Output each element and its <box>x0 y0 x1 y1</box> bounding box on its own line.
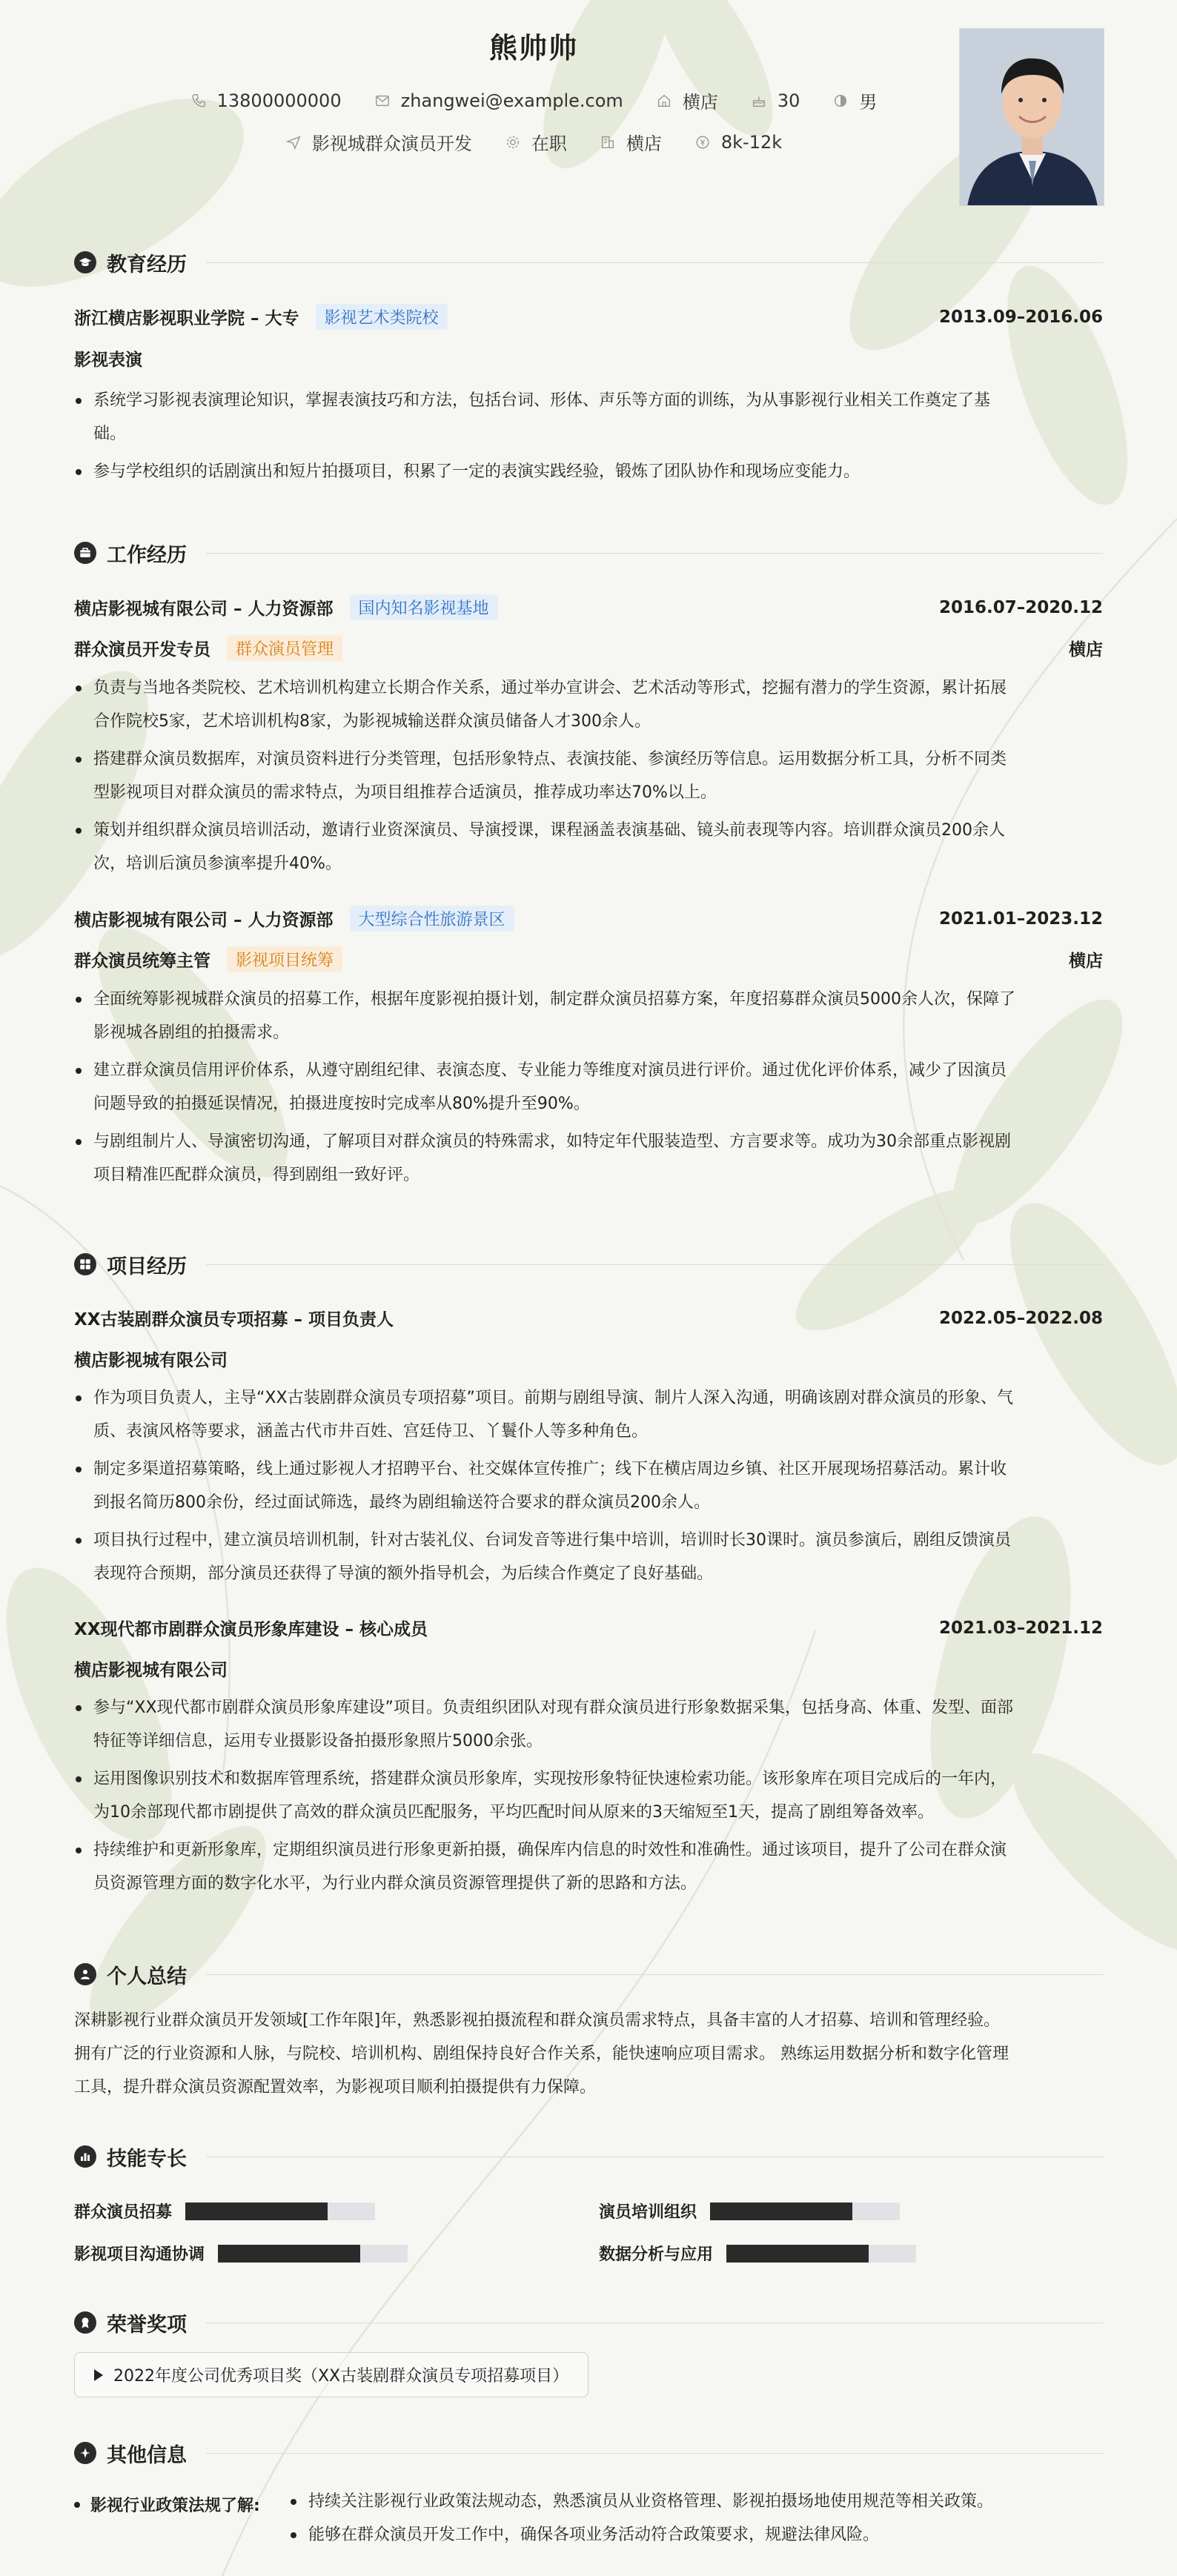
skill-item <box>74 2200 599 2223</box>
skill-name: 群众演员招募 <box>74 2203 173 2222</box>
project-org-row <box>74 1347 1103 1371</box>
job-target-text: 影视城群众演员开发 <box>311 133 472 154</box>
company-name: 横店影视城有限公司 – 人力资源部 <box>74 911 334 930</box>
section-divider <box>206 1974 1103 1975</box>
other-label: 影视行业政策法规了解: <box>90 2497 260 2515</box>
gender-item <box>832 87 877 113</box>
education-title: 教育经历 <box>107 253 187 276</box>
job-bullets <box>74 671 1103 880</box>
list-item: 运用图像识别技术和数据库管理系统，搭建群众演员形象库，实现按形象特征快速检索功能。该形象库在项目完成后的一年内， 为10余部现代都市剧提供了高效的群众演员匹配服务，平均匹配时间从原来的3天缩短至1天，提高了剧组筹备效率。 <box>74 1762 1103 1829</box>
education-section <box>74 248 1103 488</box>
skill-level-bar <box>710 2202 900 2220</box>
project-date: 2022.05–2022.08 <box>938 1308 1103 1328</box>
profile-photo <box>959 28 1104 206</box>
money-icon <box>694 134 711 150</box>
awards-title: 荣誉奖项 <box>107 2313 187 2337</box>
location-item <box>656 87 718 113</box>
award-text: 2022年度公司优秀项目奖（XX古装剧群众演员专项招募项目） <box>113 2367 569 2386</box>
skill-name: 演员培训组织 <box>599 2203 697 2222</box>
section-divider <box>206 1264 1103 1265</box>
skills-section <box>74 2142 1103 2265</box>
project-org: 横店影视城有限公司 <box>74 1661 228 1680</box>
list-item: 参与学校组织的话剧演出和短片拍摄项目，积累了一定的表演实践经验，锻炼了团队协作和现场应变能力。 <box>74 455 1103 488</box>
age-text: 30 <box>777 90 800 111</box>
list-item: 建立群众演员信用评价体系，从遵守剧组纪律、表演态度、专业能力等维度对演员进行评价。通过优化评价体系，减少了因演员 问题导致的拍摄延误情况，拍摄进度按时完成率从80%提升至90%。 <box>74 1054 1103 1121</box>
summary-section <box>74 1959 1103 2104</box>
salary-item <box>694 129 782 155</box>
award-item[interactable] <box>74 2352 588 2397</box>
job-date: 2021.01–2023.12 <box>938 909 1103 929</box>
grid-icon <box>74 1253 96 1275</box>
skill-level-bar <box>218 2245 408 2263</box>
list-item: 负责与当地各类院校、艺术培训机构建立长期合作关系，通过举办宣讲会、艺术活动等形式，挖掘有潜力的学生资源，累计拓展 合作院校5家，艺术培训机构8家，为影视城输送群众演员储备人才300余人。 <box>74 671 1103 738</box>
work-section <box>74 538 1103 1192</box>
section-divider <box>206 2453 1103 2454</box>
bullet-dot <box>74 2502 80 2508</box>
awards-section <box>74 2308 1103 2397</box>
target-city-text: 横店 <box>626 133 662 154</box>
job-location: 横店 <box>1069 640 1103 660</box>
work-header <box>74 538 1103 568</box>
target-city-item <box>600 129 662 155</box>
section-divider <box>206 262 1103 263</box>
list-item: 策划并组织群众演员培训活动，邀请行业资深演员、导演授课，课程涵盖表演基础、镜头前表现等内容。培训群众演员200余人 次，培训后演员参演率提升40%。 <box>74 814 1103 880</box>
award-icon <box>74 2311 96 2334</box>
list-item: 全面统筹影视城群众演员的招募工作，根据年度影视拍摄计划，制定群众演员招募方案，年度招募群众演员5000余人次，保障了 影视城各剧组的拍摄需求。 <box>74 983 1103 1049</box>
building-icon <box>600 134 616 150</box>
job-entry-header <box>74 906 1103 932</box>
list-item: 作为项目负责人，主导“XX古装剧群众演员专项招募”项目。前期与剧组导演、制片人深入沟通，明确该剧对群众演员的形象、气 质、表演风格等要求，涵盖古代市井百姓、宫廷侍卫、丫鬟仆人等多种角色。 <box>74 1381 1103 1448</box>
list-item: 项目执行过程中，建立演员培训机制，针对古装礼仪、台词发音等进行集中培训，培训时长30课时。演员参演后，剧组反馈演员 表现符合预期，部分演员还获得了导演的额外指导机会，为后续合作奠定了良好基础。 <box>74 1524 1103 1590</box>
list-item: 搭建群众演员数据库，对演员资料进行分类管理，包括形象特点、表演技能、参演经历等信息。运用数据分析工具，分析不同类 型影视项目对群众演员的需求特点，为项目组推荐合适演员，推荐成功率达70%以上。 <box>74 743 1103 809</box>
project-name: XX古装剧群众演员专项招募 – 项目负责人 <box>74 1310 394 1330</box>
job-location: 横店 <box>1069 952 1103 971</box>
other-bullets <box>289 2485 1103 2552</box>
section-divider <box>206 553 1103 554</box>
email-address[interactable]: zhangwei@example.com <box>400 90 623 111</box>
list-item: 持续维护和更新形象库，定期组织演员进行形象更新拍摄，确保库内信息的时效性和准确性。通过该项目，提升了公司在群众演 员资源管理方面的数字化水平，为行业内群众演员资源管理提供了新的思路和方法。 <box>74 1833 1103 1900</box>
project-bullets <box>74 1691 1103 1900</box>
work-title: 工作经历 <box>107 543 187 567</box>
skill-name: 影视项目沟通协调 <box>74 2245 205 2264</box>
list-item: 制定多渠道招募策略，线上通过影视人才招聘平台、社交媒体宣传推广；线下在横店周边乡镇、社区开展现场招募活动。累计收 到报名简历800余份，经过面试筛选，最终为剧组输送符合要求的群众演员200余人。 <box>74 1453 1103 1519</box>
job-role: 群众演员开发专员 <box>74 640 210 660</box>
skill-item <box>599 2200 1103 2223</box>
job-bullets <box>74 983 1103 1192</box>
education-entry-header <box>74 304 1103 330</box>
other-title: 其他信息 <box>107 2443 187 2467</box>
bar-chart-icon <box>74 2145 96 2168</box>
user-icon <box>74 1963 96 1985</box>
summary-header <box>74 1959 1103 1989</box>
school-tag: 影视艺术类院校 <box>316 304 448 330</box>
age-item <box>751 87 800 113</box>
project-org: 横店影视城有限公司 <box>74 1351 228 1370</box>
skills-grid <box>74 2200 1103 2265</box>
projects-section <box>74 1249 1103 1900</box>
home-icon <box>656 93 672 109</box>
job-intent-row <box>0 129 1067 155</box>
role-tag: 群众演员管理 <box>227 635 342 661</box>
skills-header <box>74 2142 1103 2171</box>
gender-icon <box>832 93 849 109</box>
other-content <box>74 2493 1103 2567</box>
list-item: 参与“XX现代都市剧群众演员形象库建设”项目。负责组织团队对现有群众演员进行形象数据采集，包括身高、体重、发型、面部 特征等详细信息，运用专业摄影设备拍摄形象照片5000余张。 <box>74 1691 1103 1758</box>
candidate-name: 熊帅帅 <box>488 32 578 64</box>
company-name: 横店影视城有限公司 – 人力资源部 <box>74 600 334 619</box>
other-header <box>74 2438 1103 2468</box>
send-icon <box>285 134 302 150</box>
education-bullets <box>74 384 1103 488</box>
cake-icon <box>751 93 767 109</box>
phone-item <box>190 87 342 113</box>
company-tag: 国内知名影视基地 <box>350 594 498 620</box>
project-date: 2021.03–2021.12 <box>938 1618 1103 1638</box>
role-tag: 影视项目统筹 <box>227 946 342 972</box>
list-item: 能够在群众演员开发工作中，确保各项业务活动符合政策要求，规避法律风险。 <box>289 2518 1103 2552</box>
project-entry-header <box>74 1306 1103 1330</box>
mail-icon <box>374 93 391 109</box>
graduation-cap-icon <box>74 251 96 273</box>
briefcase-icon <box>74 542 96 564</box>
summary-text: 深耕影视行业群众演员开发领域[工作年限]年，熟悉影视拍摄流程和群众演员需求特点，具备丰富的人才招募、培训和管理经验。 拥有广泛的行业资源和人脉，与院校、培训机构、剧组保持良好合作关系，能快速响应项目需求。 熟练运用数据分析和数字化管理 工具，提升群众演员资源配置效率，为影视项目顺利拍摄提供有力保障。 <box>74 2011 1009 2097</box>
skill-level-bar <box>726 2245 916 2263</box>
education-major-row <box>74 346 1103 371</box>
job-role-row <box>74 946 1103 972</box>
project-bullets <box>74 1381 1103 1590</box>
skill-item <box>74 2242 599 2265</box>
school-name: 浙江横店影视职业学院 – 大专 <box>74 309 299 328</box>
company-tag: 大型综合性旅游景区 <box>350 906 514 932</box>
awards-header <box>74 2308 1103 2337</box>
email-item <box>374 87 623 113</box>
skills-title: 技能专长 <box>107 2147 187 2171</box>
project-org-row <box>74 1656 1103 1681</box>
gear-icon <box>505 134 521 150</box>
location-text: 横店 <box>682 92 718 113</box>
job-date: 2016.07–2020.12 <box>938 597 1103 617</box>
education-header <box>74 248 1103 277</box>
education-date: 2013.09–2016.06 <box>938 307 1103 327</box>
play-triangle-icon <box>94 2369 103 2381</box>
gender-text: 男 <box>859 92 878 113</box>
contact-info-row <box>0 87 1067 113</box>
salary-text: 8k-12k <box>720 131 783 153</box>
phone-number[interactable]: 13800000000 <box>216 90 342 111</box>
compass-icon <box>74 2442 96 2464</box>
job-entry-header <box>74 594 1103 620</box>
list-item: 与剧组制片人、导演密切沟通，了解项目对群众演员的特殊需求，如特定年代服装造型、方言要求等。成功为30余部重点影视剧 项目精准匹配群众演员，得到剧组一致好评。 <box>74 1125 1103 1192</box>
project-name: XX现代都市剧群众演员形象库建设 – 核心成员 <box>74 1620 428 1639</box>
project-entry-header <box>74 1616 1103 1640</box>
job-target-item <box>285 129 472 155</box>
job-role: 群众演员统筹主管 <box>74 952 210 971</box>
list-item: 持续关注影视行业政策法规动态，熟悉演员从业资格管理、影视拍摄场地使用规范等相关政策。 <box>289 2485 1103 2518</box>
skill-name: 数据分析与应用 <box>599 2245 714 2264</box>
list-item: 系统学习影视表演理论知识，掌握表演技巧和方法，包括台词、形体、声乐等方面的训练，为从事影视行业相关工作奠定了基 础。 <box>74 384 1103 451</box>
status-text: 在职 <box>531 133 567 154</box>
projects-header <box>74 1249 1103 1279</box>
skill-item <box>599 2242 1103 2265</box>
projects-title: 项目经历 <box>107 1255 187 1278</box>
status-item <box>505 129 567 155</box>
major-name: 影视表演 <box>74 351 142 370</box>
job-role-row <box>74 635 1103 661</box>
phone-icon <box>190 93 207 109</box>
skill-level-bar <box>185 2202 375 2220</box>
other-section <box>74 2438 1103 2567</box>
summary-title: 个人总结 <box>107 1965 187 1988</box>
